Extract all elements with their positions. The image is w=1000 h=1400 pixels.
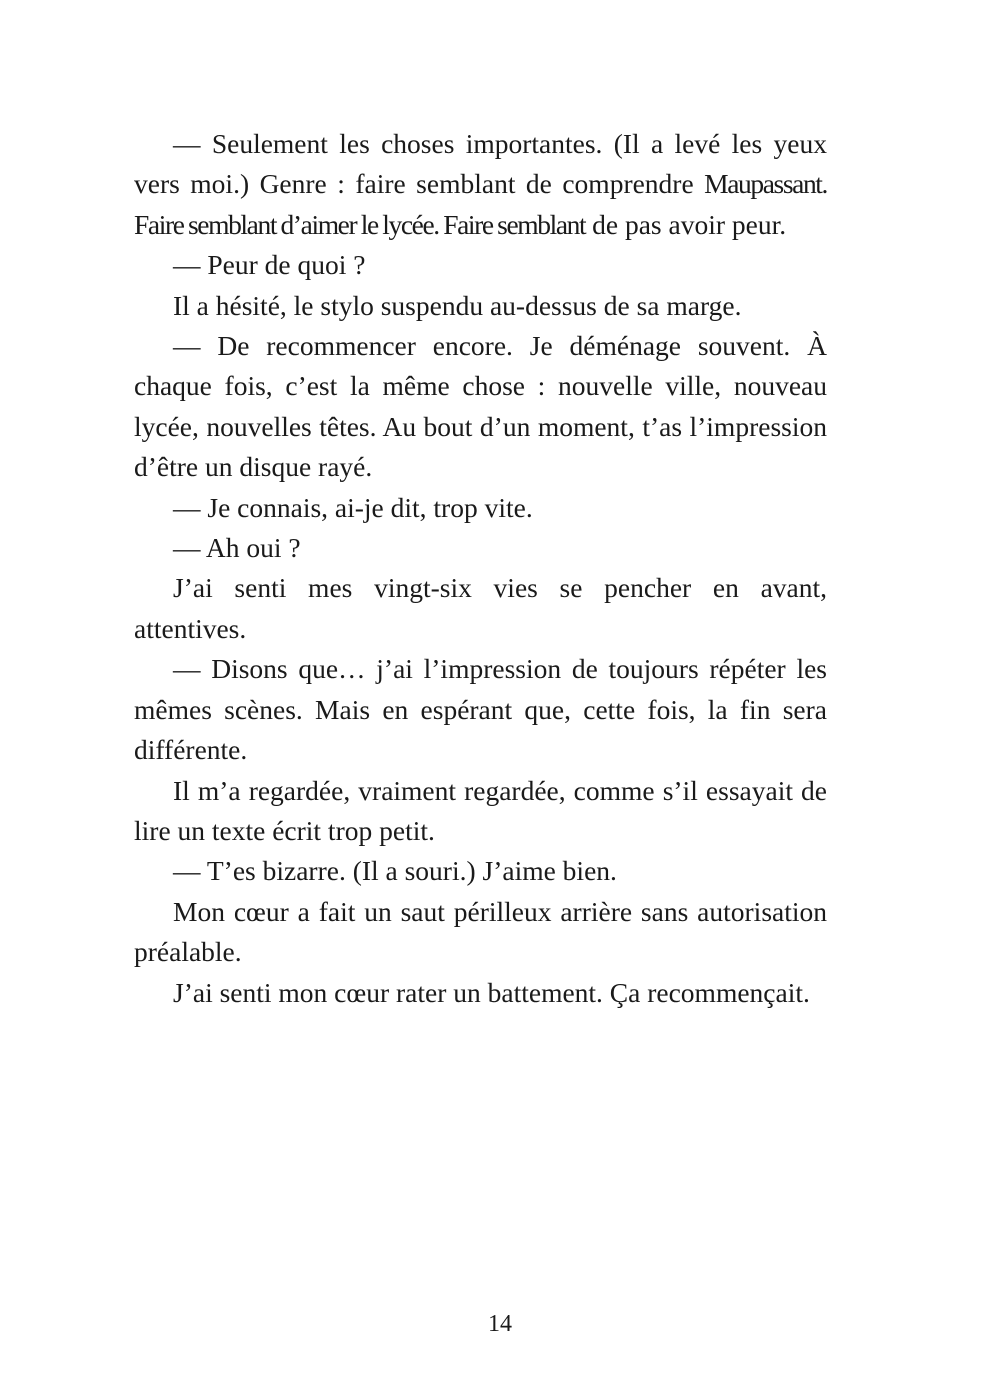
text-line: Maupassant. Faire semblant d’aimer le lycée. Faire semblant	[134, 168, 828, 240]
paragraph	[134, 851, 827, 891]
text-line: attentives.	[134, 612, 247, 644]
text-line: recommençait.	[647, 976, 810, 1008]
paragraph	[134, 568, 827, 649]
text-line: — Je connais, ai-je dit, trop vite.	[173, 491, 533, 523]
text-line: Il m’a regardée, vraiment regardée, comme s’il	[173, 774, 698, 806]
text-line: nouveau lycée, nouvelles têtes. Au bout d’un moment,	[134, 370, 827, 442]
paragraph	[134, 892, 827, 973]
text-line: les mêmes scènes. Mais en espérant que, cette fois, la fin	[134, 653, 828, 725]
text-line: t’as l’impression d’être un disque rayé.	[134, 410, 827, 483]
text-line: essayait de lire un texte écrit trop petit.	[134, 774, 828, 846]
text-line: yeux vers moi.) Genre : faire semblant de comprendre	[134, 128, 828, 200]
text-line: J’ai senti mon cœur rater un battement. Ça	[173, 976, 641, 1008]
text-line: sera différente.	[134, 693, 827, 766]
paragraph	[134, 245, 827, 285]
text-line: — Disons que… j’ai l’impression de toujours répéter	[173, 653, 786, 685]
paragraph	[134, 973, 827, 1013]
paragraph	[134, 124, 827, 245]
paragraph	[134, 771, 827, 852]
text-line: de pas avoir peur.	[592, 208, 787, 240]
text-line: — Seulement les choses importantes. (Il a levé les	[173, 128, 763, 159]
paragraph	[134, 286, 827, 326]
text-line: Il a hésité, le stylo suspendu au-dessus de sa marge.	[173, 289, 742, 321]
paragraph	[134, 649, 827, 770]
page-number: 14	[488, 1311, 512, 1337]
paragraph	[134, 326, 827, 488]
text-line: — De recommencer encore. Je déménage souvent. À	[173, 330, 827, 362]
paragraph	[134, 488, 827, 528]
text-line: chaque fois, c’est la même chose : nouvelle ville,	[134, 370, 722, 402]
text-line: — Peur de quoi ?	[173, 249, 366, 281]
text-line: autorisation préalable.	[134, 895, 828, 968]
text-line: J’ai senti mes vingt-six vies se pencher en avant,	[173, 572, 827, 604]
paragraph	[134, 528, 827, 568]
text-line: — Ah oui ?	[173, 532, 301, 564]
body-text	[134, 124, 827, 1013]
text-line: — T’es bizarre. (Il a souri.) J’aime bien.	[173, 855, 617, 887]
text-line: Mon cœur a fait un saut périlleux arrière sans	[173, 895, 689, 927]
